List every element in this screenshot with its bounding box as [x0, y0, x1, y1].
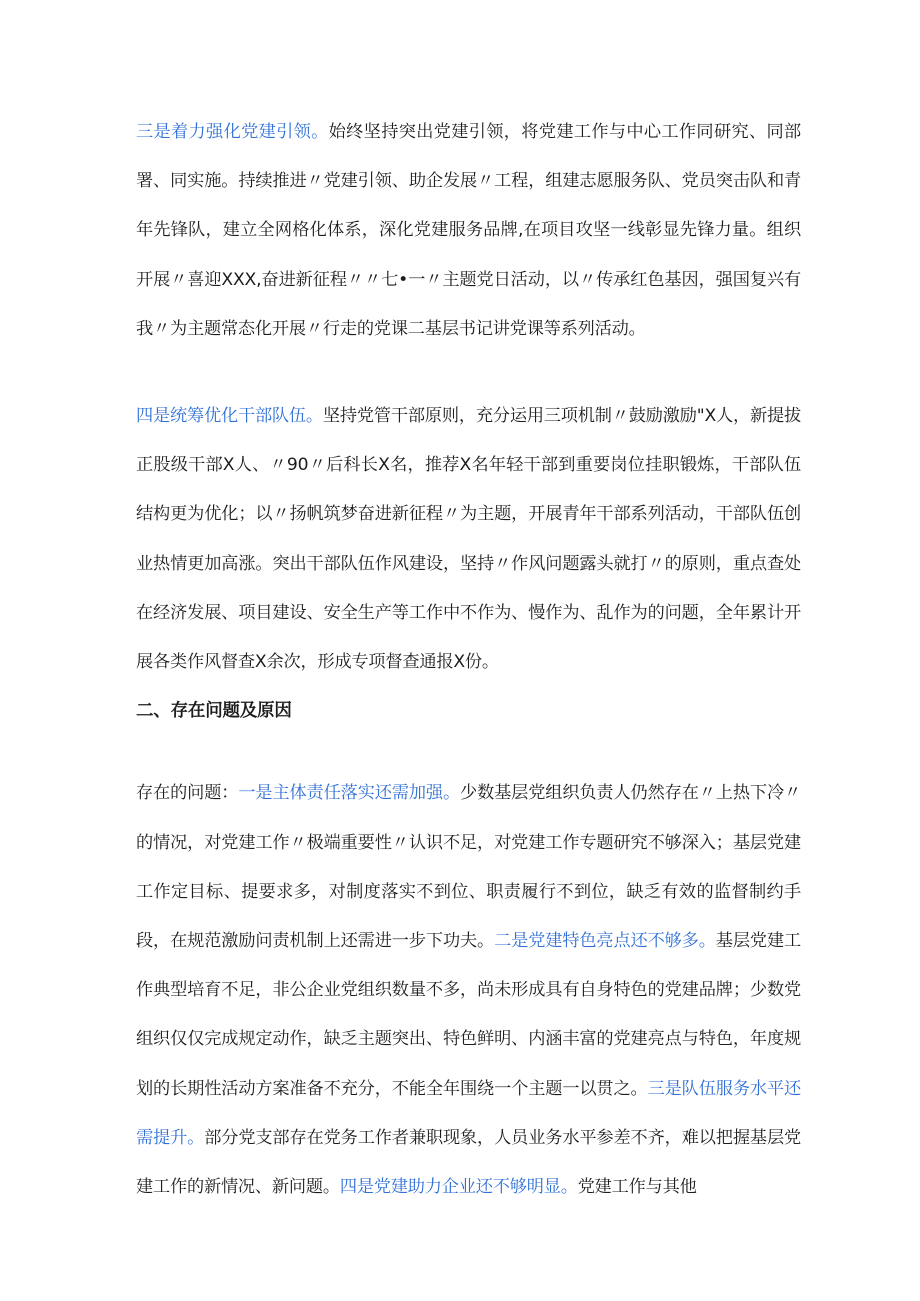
paragraph-highlight: 四是统筹优化干部队伍。: [136, 406, 323, 427]
section-heading: 二、存在问题及原因: [136, 701, 292, 722]
problem-highlight-4: 四是党建助力企业还不够明显。: [339, 1177, 578, 1198]
problem-text-1: 少数基层党组织负责人仍然存在〃上热下冷〃的情况，对党建工作〃极端重要性〃认识不足，对党建工作专题研究不够深入；基层党建工作定目标、提要求多，对制度落实不到位、职责履行不到位，缺乏有效的监督制约手段，在规范激励问责机制上还需进一步下功夫。: [136, 783, 801, 952]
paragraph-problems: [136, 769, 801, 1212]
problem-highlight-1: 一是主体责任落实还需加强。: [238, 783, 461, 804]
document-body: [136, 108, 801, 1212]
problem-highlight-3: 三是队伍服务水平还需提升。: [136, 1078, 801, 1148]
problem-text-2: 基层党建工作典型培育不足，非公企业党组织数量不多，尚未形成具有自身特色的党建品牌；少数党组织仅仅完成规定动作，缺乏主题突出、特色鲜明、内涵丰富的党建亮点与特色，年度规划的长期性活动方案准备不充分，不能全年围绕一个主题一以贯之。: [136, 931, 801, 1099]
paragraph-party-leadership: [136, 108, 801, 354]
paragraph-text: 始终坚持突出党建引领，将党建工作与中心工作同研究、同部署、同实施。持续推进〃党建引领、助企发展〃工程，组建志愿服务队、党员突击队和青年先锋队，建立全网格化体系，深化党建服务品牌,在项目攻坚一线彰显先锋力量。组织开展〃喜迎XXX,奋进新征程〃〃七•一〃主题党日活动，以〃传承红色基因，强国复兴有我〃为主题常态化开展〃行走的党课二基层书记讲党课等系列活动。: [136, 122, 801, 339]
paragraph-lead: 存在的问题：: [136, 783, 239, 804]
paragraph-text: 坚持党管干部原则，充分运用三项机制〃鼓励激励"X人，新提拔正股级干部X人、〃90〃后科长X名，推荐X名年轻干部到重要岗位挂职锻炼，干部队伍结构更为优化；以〃扬帆筑梦奋进新征程〃为主题，开展青年干部系列活动，干部队伍创业热情更加高涨。突出干部队伍作风建设，坚持〃作风问题露头就打〃的原则，重点查处在经济发展、项目建设、安全生产等工作中不作为、慢作为、乱作为的问题，全年累计开展各类作风督查X余次，形成专项督查通报X份。: [136, 406, 801, 673]
paragraph-cadre-team: [136, 392, 801, 687]
paragraph-highlight: 三是着力强化党建引领。: [136, 122, 329, 142]
problem-text-3: 部分党支部存在党务工作者兼职现象，人员业务水平参差不齐，难以把握基层党建工作的新情况、新问题。: [136, 1127, 801, 1198]
problem-highlight-2: 二是党建特色亮点还不够多。: [494, 931, 716, 952]
problem-text-4: 党建工作与其他: [577, 1177, 697, 1198]
